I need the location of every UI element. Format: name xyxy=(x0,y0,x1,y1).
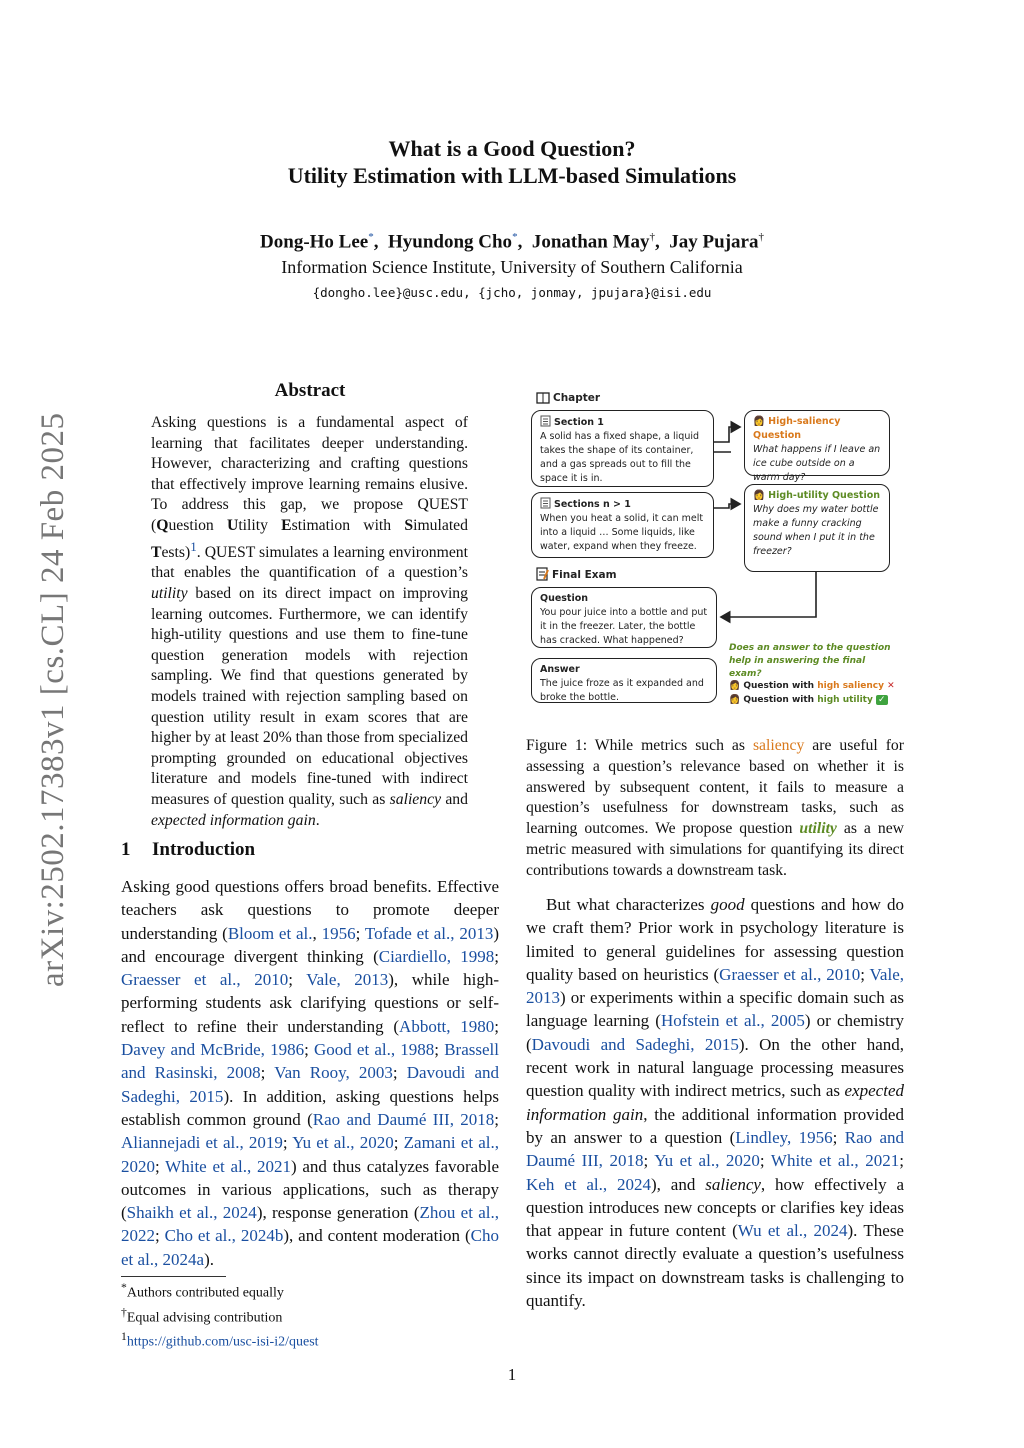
body-text: ) or experiments within a specific domain such as language learning ( xyxy=(526,988,904,1031)
body-text: ; xyxy=(288,970,307,990)
body-text: , the additional information provided by an answer to a question ( xyxy=(526,1104,904,1147)
figure-1 xyxy=(526,390,906,712)
citation-link[interactable]: Vale, 2013 xyxy=(306,970,389,990)
body-text: But what characterizes xyxy=(546,895,711,914)
document-icon xyxy=(540,497,551,509)
author-name: Jonathan May xyxy=(531,231,650,253)
citation-link[interactable]: Keh et al., 2024 xyxy=(526,1174,651,1194)
student-icon: 👩 xyxy=(753,416,765,427)
abstract-heading: Abstract xyxy=(274,380,346,401)
body-text: ; xyxy=(494,1109,499,1129)
body-text: ; xyxy=(155,1226,165,1246)
citation-link[interactable]: Van Rooy, 2003 xyxy=(274,1063,393,1083)
author-mark: * xyxy=(512,231,518,243)
citation-link[interactable]: Ciardiello, 1998 xyxy=(378,946,495,966)
citation-link[interactable]: 1956 xyxy=(321,923,356,943)
footnotes xyxy=(121,1278,499,1352)
citation-link[interactable]: White et al., 2021 xyxy=(770,1151,900,1171)
citation-link[interactable]: Davoudi and Sadeghi, 2015 xyxy=(531,1034,739,1054)
citation-link[interactable]: Graesser et al., 2010 xyxy=(719,964,861,984)
exam-icon xyxy=(536,567,549,581)
author-mark: † xyxy=(649,231,656,243)
body-text: ; xyxy=(832,1127,845,1147)
footnote-3: $^1$https://github.com/usc-isi-i2/quest xyxy=(121,1330,319,1350)
high-saliency-box: 👩 High-saliency Question What happens if I leave an ice cube outside on a warm day? xyxy=(744,410,890,476)
figure-caption: Figure 1: While metrics such as saliency are useful for assessing a question’s relevance based on whether it is answered by subsequent content, it fails to measure a question’s usefulness for downstream tasks, such as learning outcomes. We propose question utility as a new metric measured with simulations for quantifying its direct contributions towards a downstream task. xyxy=(526,737,904,879)
arxiv-stamp: arXiv:2502.17383v1 [cs.CL] 24 Feb 2025 xyxy=(35,412,71,987)
page-number: 1 xyxy=(507,1365,517,1384)
footnote-ref[interactable]: 1 xyxy=(190,538,197,554)
citation-link[interactable]: Davoudi and Sadeghi, 2015 xyxy=(121,1063,499,1106)
emphasis-text: good xyxy=(710,895,745,914)
citation-link[interactable]: Brassell and Rasinski, 2008 xyxy=(121,1040,499,1083)
body-text: ). xyxy=(204,1249,215,1269)
citation-link[interactable]: Yu et al., 2020 xyxy=(654,1151,760,1171)
body-text: ; xyxy=(494,1016,499,1036)
body-text: ; xyxy=(282,1133,293,1153)
book-icon xyxy=(536,392,550,404)
arrow-utility-to-question xyxy=(721,572,816,617)
author-name: Dong-Ho Lee xyxy=(260,231,369,253)
section-1-text: A solid has a fixed shape, a liquid takes the shape of its container, and a gas spreads out to fill the space it is in. xyxy=(540,431,700,484)
body-text: ; xyxy=(434,1040,445,1060)
affiliation: Information Science Institute, University of Southern California xyxy=(281,257,743,277)
section-n-box: Sections n > 1 When you heat a solid, it can melt into a liquid … Some liquids, like water, expand when they freeze. xyxy=(531,492,714,558)
citation-link[interactable]: Lindley, 1956 xyxy=(735,1127,833,1147)
citation-link[interactable]: Bloom et al. xyxy=(227,923,313,943)
abstract-body: Asking questions is a fundamental aspect of learning that facilitates deeper understanding. However, characterizing and crafting questions that effectively improve learning remains elusive. To address this gap, we propose QUEST (Question Utility Estimation with Simulated Tests)$^1$. QUEST simulates a learning environment that enables the quantification of a question’s utility based on its direct impact on improving learning outcomes. Furthermore, we can identify high-utility questions and use them to fine-tune question generation models with rejection sampling. We find that questions generated by models trained with rejection sampling based on question utility result in exam scores that are higher by at least 20% than those from specialized prompting grounded on educational objectives literature and models fine-tuned with indirect measures of question quality, such as saliency and expected information gain. xyxy=(151,414,468,829)
author-mark: * xyxy=(368,231,374,243)
body-text: ; xyxy=(393,1133,404,1153)
body-text: ) and encourage divergent thinking ( xyxy=(121,923,500,966)
citation-link[interactable]: White et al., 2021 xyxy=(165,1156,291,1176)
footnote-1: *Authors contributed equally xyxy=(121,1281,284,1301)
title-line-1: What is a Good Question? xyxy=(388,136,636,161)
body-text: ), while high-performing students ask clarifying questions or self-reflect to refine their understanding ( xyxy=(121,970,499,1036)
body-text: ; xyxy=(643,1151,655,1171)
citation-link[interactable]: Hofstein et al., 2005 xyxy=(660,1011,805,1031)
exam-answer-text: The juice froze as it expanded and broke the bottle. xyxy=(540,678,704,703)
cross-icon: ✕ xyxy=(887,681,895,691)
section-n-text: When you heat a solid, it can melt into a liquid … Some liquids, like water, expand when they freeze. xyxy=(540,513,704,552)
legend-utility: 👩 Question with high utility ✓ xyxy=(729,695,886,705)
high-utility-text: Why does my water bottle make a funny cracking sound when I put it in the freezer? xyxy=(753,504,879,557)
body-text: ; xyxy=(304,1040,314,1060)
arrow-sectionn-to-utility xyxy=(714,504,740,508)
final-exam-label: Final Exam xyxy=(536,567,617,581)
citation-link[interactable]: Shaikh et al., 2024 xyxy=(126,1203,257,1223)
arrow-section1-to-saliency xyxy=(714,427,740,442)
author-list: Dong-Ho Lee*, Hyundong Cho*, Jonathan May†, Jay Pujara† xyxy=(260,231,764,253)
high-saliency-text: What happens if I leave an ice cube outside on a warm day? xyxy=(753,444,881,483)
citation-link[interactable]: Aliannejadi et al., 2019 xyxy=(121,1133,283,1153)
author-mark: † xyxy=(758,231,764,243)
paper-title xyxy=(150,135,874,189)
student-icon: 👩 xyxy=(753,490,765,501)
intro-left-column xyxy=(121,875,499,1271)
citation-link[interactable]: Tofade et al., 2013 xyxy=(364,923,494,943)
legend xyxy=(729,679,895,707)
body-text: ; xyxy=(355,923,365,943)
document-icon xyxy=(540,415,551,427)
intro-right-paragraph xyxy=(526,893,904,1312)
section-number: 1 xyxy=(121,839,131,860)
title-line-2: Utility Estimation with LLM-based Simulations xyxy=(287,163,737,188)
citation-link[interactable]: Vale, 2013 xyxy=(526,964,904,1008)
check-icon: ✓ xyxy=(877,695,886,705)
footnote-rule xyxy=(121,1276,226,1277)
exam-question-box: Question You pour juice into a bottle and put it in the freezer. Later, the bottle has cracked. What happened? xyxy=(531,587,717,648)
citation-link[interactable]: Cho et al., 2024b xyxy=(164,1226,284,1246)
body-text: ), and xyxy=(651,1174,706,1194)
citation-link[interactable]: Davey and McBride, 1986 xyxy=(121,1040,305,1060)
body-text: Asking good questions offers broad benefits. Effective teachers ask questions to promote deeper understanding ( xyxy=(121,877,499,943)
author-name: Jay Pujara xyxy=(669,231,759,253)
exam-question-text: You pour juice into a bottle and put it in the freezer. Later, the bottle has cracked. What happened? xyxy=(540,607,708,646)
body-text: ) and thus catalyzes favorable outcomes in various applications, such as therapy ( xyxy=(121,1156,499,1223)
body-text: ). In addition, asking questions helps establish common ground ( xyxy=(121,1086,499,1129)
section-title: Introduction xyxy=(152,839,256,860)
body-text: ). On the other hand, recent work in natural language processing measures question quality with indirect metrics, such as xyxy=(526,1034,905,1101)
legend-saliency: 👩 Question with high saliency ✕ xyxy=(729,681,895,691)
help-question: Does an answer to the question help in answering the final exam? xyxy=(729,643,891,679)
citation-link[interactable]: Graesser et al., 2010 xyxy=(121,970,289,990)
body-text: ; xyxy=(392,1063,407,1083)
body-text: ; xyxy=(260,1063,275,1083)
citation-link[interactable]: Rao and Daumé III, 2018 xyxy=(312,1109,495,1129)
body-text: ; xyxy=(155,1156,166,1176)
footnote-2: †Equal advising contribution xyxy=(121,1305,283,1326)
body-text: questions and how do we craft them? Prior work in psychology literature is limited to general guidelines for assessing question quality based on heuristics ( xyxy=(526,895,905,984)
repo-link[interactable]: https://github.com/usc-isi-i2/quest xyxy=(126,1334,319,1350)
emphasis-text: saliency xyxy=(705,1174,761,1194)
citation-link[interactable]: Good et al., 1988 xyxy=(313,1040,435,1060)
section-heading xyxy=(121,839,255,861)
citation-link[interactable]: Abbott, 1980 xyxy=(399,1016,495,1036)
body-text: ; xyxy=(899,1151,905,1171)
body-text: ; xyxy=(759,1151,771,1171)
high-utility-box: 👩 High-utility Question Why does my water bottle make a funny cracking sound when I put it in the freezer? xyxy=(744,484,890,572)
citation-link[interactable]: Cho et al., 2024a xyxy=(121,1226,499,1269)
body-text: ), response generation ( xyxy=(256,1203,420,1223)
body-text: , how effectively a question introduces new concepts or clarifies key ideas that appear in future content ( xyxy=(526,1174,904,1241)
body-text: ; xyxy=(494,946,499,966)
citation-link[interactable]: Rao and Daumé III, 2018 xyxy=(526,1127,905,1171)
body-text: ; xyxy=(860,964,870,984)
body-text: , xyxy=(312,923,322,943)
citation-link[interactable]: Wu et al., 2024 xyxy=(737,1221,848,1241)
author-name: Hyundong Cho xyxy=(387,231,513,253)
exam-answer-box: Answer The juice froze as it expanded and broke the bottle. xyxy=(531,658,717,703)
author-emails: {dongho.lee}@usc.edu, {jcho, jonmay, jpujara}@isi.edu xyxy=(312,285,712,300)
chapter-label: Chapter xyxy=(536,392,600,404)
body-text: ), and content moderation ( xyxy=(283,1226,471,1246)
body-text: ) or chemistry ( xyxy=(526,1011,905,1054)
intro-right-column xyxy=(526,893,904,1312)
section-1-box: Section 1 A solid has a fixed shape, a liquid takes the shape of its container, and a gas spreads out to fill the space it is in. xyxy=(531,410,714,487)
citation-link[interactable]: Zhou et al., 2022 xyxy=(121,1203,500,1246)
emphasis-text: expected information gain xyxy=(526,1081,904,1124)
citation-link[interactable]: Zamani et al., 2020 xyxy=(121,1133,499,1176)
citation-link[interactable]: Yu et al., 2020 xyxy=(292,1133,394,1153)
body-text: ). These works cannot directly evaluate a question’s usefulness since its impact on downstream tasks is challenging to quantify. xyxy=(526,1221,904,1311)
